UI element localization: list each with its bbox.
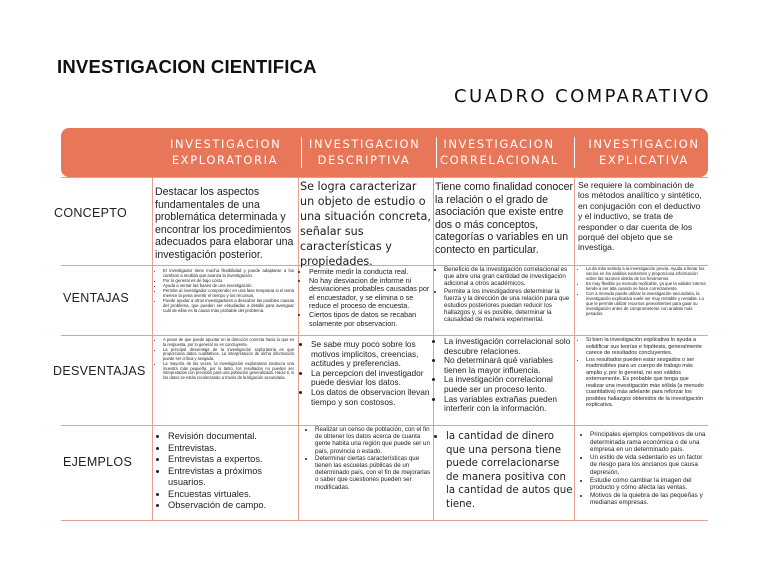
list-item: • Con a menudo puede utilizar la investigación secundaria, la investigación explicativa suele ser muy rentable y rentable. Lo que le permite utilizar recursos preexistentes para guiar su investigación antes de comprometerse con análisis más pesados. — [586, 291, 707, 316]
table-row-divider — [61, 335, 708, 336]
table-row-divider — [61, 177, 708, 178]
list-item: • Los resultados pueden estar sesgados o ser inadmisibles para un cuerpo de trabajo más amplio y, por lo general, no son válidos externamente. Es probable que tenga que realizar una investigación más sólida (a menudo cuantitativa) más adelante para reforzar los posibles hallazgos obtenidos de la investigación explicativa. — [586, 357, 707, 409]
list-item: • Determinar ciertas características que tienen las escuelas públicas de un determinado país, con el fin de mejorarlas o saber que cuestiones pueden ser modificadas. — [315, 455, 433, 491]
list-item: • Motivos de la quiebra de las pequeñas y medianas empresas. — [590, 492, 707, 507]
table-row-divider — [61, 520, 708, 521]
desventajas-exploratoria — [153, 338, 294, 381]
list-item: • La investigación correlacional puede ser un proceso lento. — [444, 375, 573, 394]
list-item: • Encuestas virtuales. — [168, 489, 296, 501]
list-item: • Beneficio de la investigación correlacional es que abre una gran cantidad de investigación adicional a otros académicos. — [444, 266, 573, 288]
row-label-ventajas: VENTAJAS — [63, 291, 130, 305]
column-header-explicativa — [585, 136, 703, 168]
desventajas-explicativa — [576, 337, 707, 409]
list-item: • A pesar de que puede apuntar en la dirección correcta hacia lo que es la respuesta, por lo general no es concluyente. — [163, 338, 294, 348]
column-header-line: EXPLICATIVA — [599, 153, 689, 167]
list-item: • La da más sentido a la investigación previa. Ayuda a llenar los vacíos en los análisis existentes y proporciona información sobre las razones detrás de los fenómenos. — [586, 266, 707, 281]
list-item: • No hay desviacion de informe ni desviaciones probables causadas por el encuestador, y se elimina o se reduce el proceso de encuesta. — [309, 277, 432, 311]
list-item: • Permite a los investigadores determinar la fuerza y la dirección de una relación para que estudios posteriores puedan reducir los hallazgos y, si es posible, determinar la causalidad de manera experimental. — [444, 288, 573, 324]
column-header-descriptiva — [309, 136, 419, 168]
list-item: • La mayoría de las veces, la investigación exploratoria involucra una muestra más pequeña, por lo tanto, los resultados no pueden ser interpretados con precisión para una población generalizada. Hacia ti, si los datos se están recolectando a través de la litigación secundaria. — [163, 362, 294, 381]
column-header-line: INVESTIGACION — [588, 137, 700, 151]
header-divider — [436, 137, 437, 168]
list-item: • Estudie cómo cambiar la imagen del producto y cómo afecta las ventas. — [590, 477, 707, 492]
concepto-descriptiva: Se logra caracterizar un objeto de estudio o una situación concreta, señalar sus características y propiedades. — [300, 180, 431, 269]
ejemplos-exploratoria — [158, 431, 296, 512]
page-title: INVESTIGACION CIENTIFICA — [57, 56, 317, 77]
column-header-line: INVESTIGACION — [170, 137, 282, 151]
row-label-ejemplos: EJEMPLOS — [63, 455, 133, 469]
list-item: • La investigación correlacional solo descubre relaciones. — [444, 337, 573, 356]
page-subtitle: CUADRO COMPARATIVO — [454, 86, 711, 107]
column-header-line: EXPLORATORIA — [171, 153, 279, 167]
list-item: • Se sabe muy poco sobre los motivos implicitos, creencias, actitudes y preferencias. — [311, 340, 432, 369]
list-item: • Principales ejemplos competitivos de una determinada rama económica o de una empresa en un determinado país. — [590, 431, 707, 454]
list-item: • La percepcion del investigador puede desviar los datos. — [311, 369, 432, 388]
list-item: • Ayuda a sentar las bases de una investigación. — [163, 283, 294, 288]
list-item: • la cantidad de dinero que una persona tiene puede correlacionarse de manera positiva con la cantidad de autos que tiene. — [446, 430, 574, 511]
list-item: • Permite medir la conducta real. — [309, 268, 432, 277]
desventajas-descriptiva — [301, 340, 432, 407]
column-header-line: CORRELACIONAL — [440, 153, 559, 167]
row-label-desventajas: DESVENTAJAS — [53, 364, 146, 378]
ventajas-descriptiva — [299, 268, 432, 328]
ejemplos-explicativa — [580, 431, 707, 507]
column-header-line: INVESTIGACION — [309, 137, 421, 151]
concepto-explicativa: Se requiere la combinación de los métodos analítico y sintético, en conjugación con el deductivo y el inductivo, se trata de responder o dar cuenta de los porqué del objeto que se investiga. — [578, 180, 702, 253]
column-header-line: INVESTIGACION — [443, 137, 555, 151]
list-item: • Entrevistas a próximos usuarios. — [168, 466, 296, 489]
list-item: • Permite al investigador comprender en una fase temprana si el tema merece la pena invertir el tiempo y los recursos. — [163, 288, 294, 298]
list-item: • Observación de campo. — [168, 500, 296, 512]
concepto-correlacional: Tiene como finalidad conocer la relación o el grado de asociación que existe entre dos o más conceptos, categorías o variables en un contecto en particular. — [435, 181, 573, 256]
column-header-correlacional — [440, 136, 558, 168]
ventajas-explicativa — [576, 266, 707, 316]
list-item: • Si bien la investigación explicativa lo ayuda a solidificar sus teorías e hipótesis, generalmente carece de resultados concluyentes. — [586, 337, 707, 357]
list-item: • Por lo general es de bajo costo. — [163, 278, 294, 283]
ventajas-exploratoria — [153, 268, 294, 313]
list-item: • El investigador tiene mucha flexibilidad y puede adaptarse a los cambios a medida que avanza la investigación. — [163, 268, 294, 278]
column-header-exploratoria — [170, 136, 280, 168]
desventajas-correlacional — [434, 337, 573, 414]
list-item: • Ciertos tipos de datos se recaban solamente por observacion. — [309, 311, 432, 328]
list-item: • Realizar un censo de población, con el fin de obtener los datos acerca de cuanta gente habita una región que puede ser un país, provincia o estado. — [315, 426, 433, 455]
list-item: • Entrevistas a expertos. — [168, 454, 296, 466]
ejemplos-correlacional — [436, 430, 574, 511]
list-item: • Es muy flexible ya menudo replicable, ya que la validez interna tiende a ser alta cuando se hace correctamente. — [586, 281, 707, 291]
concepto-exploratoria: Destacar los aspectos fundamentales de una problemática determinada y encontrar los procedimientos adecuados para elaborar una investigación posterior. — [155, 186, 294, 261]
header-divider — [301, 137, 302, 168]
list-item: • Revisión documental. — [168, 431, 296, 443]
table-column-divider — [574, 177, 575, 520]
ejemplos-descriptiva — [305, 426, 433, 491]
list-item: • Entrevistas. — [168, 443, 296, 455]
list-item: • Las variables extrañas pueden interferir con la información. — [444, 395, 573, 414]
column-header-line: DESCRIPTIVA — [317, 153, 411, 167]
ventajas-correlacional — [434, 266, 573, 324]
list-item: • Un estilo de vida sedentario es un factor de riesgo para los ancianos que causa depresión. — [590, 454, 707, 477]
list-item: • La principal desventaja de la investigación exploratoria es que proporciona datos cualitativos. La interpretación de dicha información puede ser crítica y sesgada. — [163, 348, 294, 362]
list-item: • Puede ayudar a otros investigadores a descubrir las posibles causas del problema, que pueden ser estudiadas a detalle para averiguar cuál de ellas es la causa más probable del problema. — [163, 298, 294, 313]
row-label-concepto: CONCEPTO — [54, 206, 128, 220]
list-item: • Los datos de observacion llevan tiempo y son costosos. — [311, 388, 432, 407]
header-divider — [574, 137, 575, 168]
list-item: • No determinará qué variables tienen la mayor influencia. — [444, 356, 573, 375]
